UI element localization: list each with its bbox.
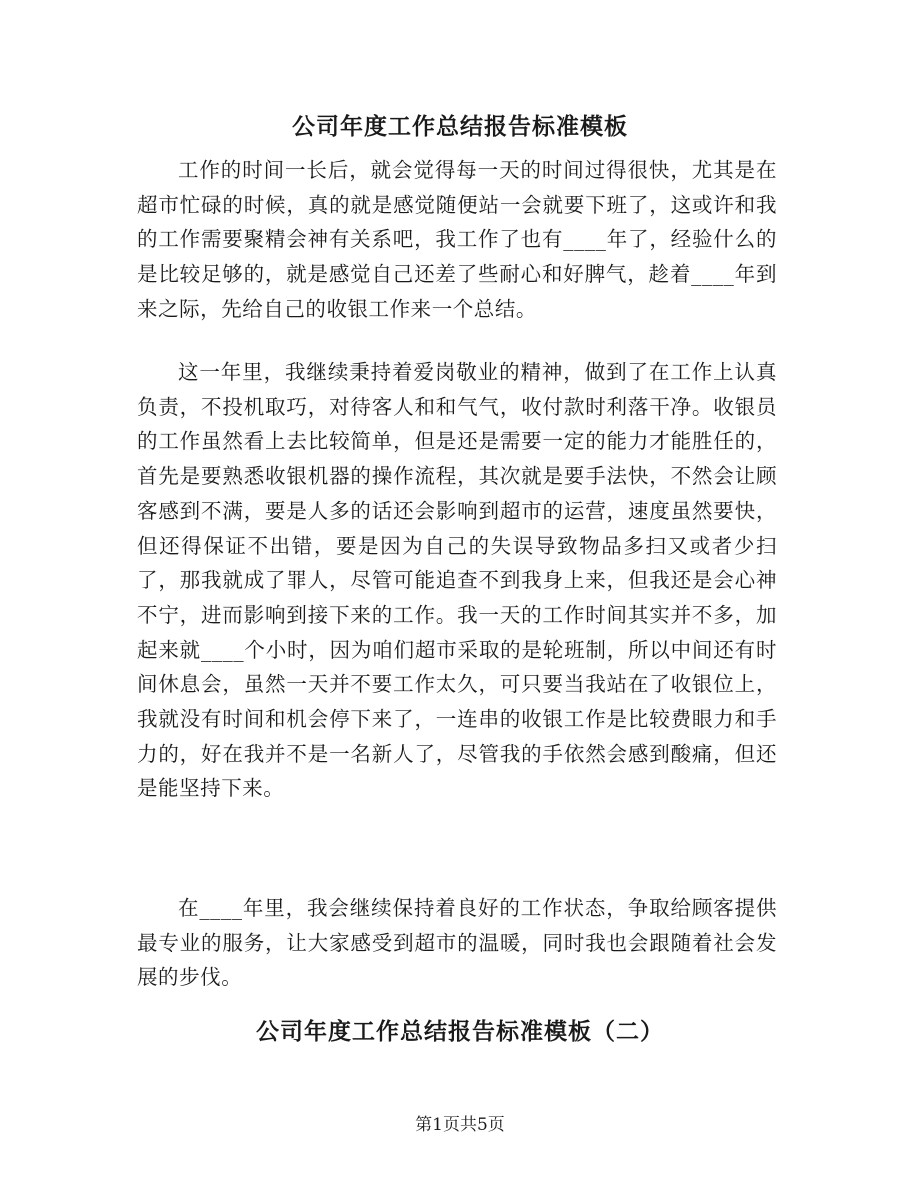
paragraph-text: 在____年里，我会继续保持着良好的工作状态，争取给顾客提供最专业的服务，让大家感受到超市的温暖，同时我也会跟随着社会发展的步伐。 — [137, 896, 777, 990]
page-number: 第1页共5页 — [415, 1115, 505, 1135]
paragraph-1 — [137, 153, 777, 327]
paragraph-3 — [137, 891, 777, 995]
paragraph-2 — [137, 355, 777, 806]
paragraph-text: 这一年里，我继续秉持着爱岗敬业的精神，做到了在工作上认真负责，不投机取巧，对待客人和和气气，收付款时利落干净。收银员的工作虽然看上去比较简单，但是还是需要一定的能力才能胜任的，首先是要熟悉收银机器的操作流程，其次就是要手法快，不然会让顾客感到不满，要是人多的话还会影响到超市的运营，速度虽然要快，但还得保证不出错，要是因为自己的失误导致物品多扫又或者少扫了，那我就成了罪人，尽管可能追查不到我身上来，但我还是会心神不宁，进而影响到接下来的工作。我一天的工作时间其实并不多，加起来就____个小时，因为咱们超市采取的是轮班制，所以中间还有时间休息会，虽然一天并不要工作太久，可只要当我站在了收银位上，我就没有时间和机会停下来了，一连串的收银工作是比较费眼力和手力的，好在我并不是一名新人了，尽管我的手依然会感到酸痛，但还是能坚持下来。 — [137, 360, 777, 801]
section-title: 公司年度工作总结报告标准模板（二） — [256, 1019, 664, 1045]
paragraph-text: 工作的时间一长后，就会觉得每一天的时间过得很快，尤其是在超市忙碌的时候，真的就是感觉随便站一会就要下班了，这或许和我的工作需要聚精会神有关系吧，我工作了也有____年了，经验什么的是比较足够的，就是感觉自己还差了些耐心和好脾气，趁着____年到来之际，先给自己的收银工作来一个总结。 — [137, 158, 777, 321]
document-title: 公司年度工作总结报告标准模板 — [292, 114, 628, 140]
